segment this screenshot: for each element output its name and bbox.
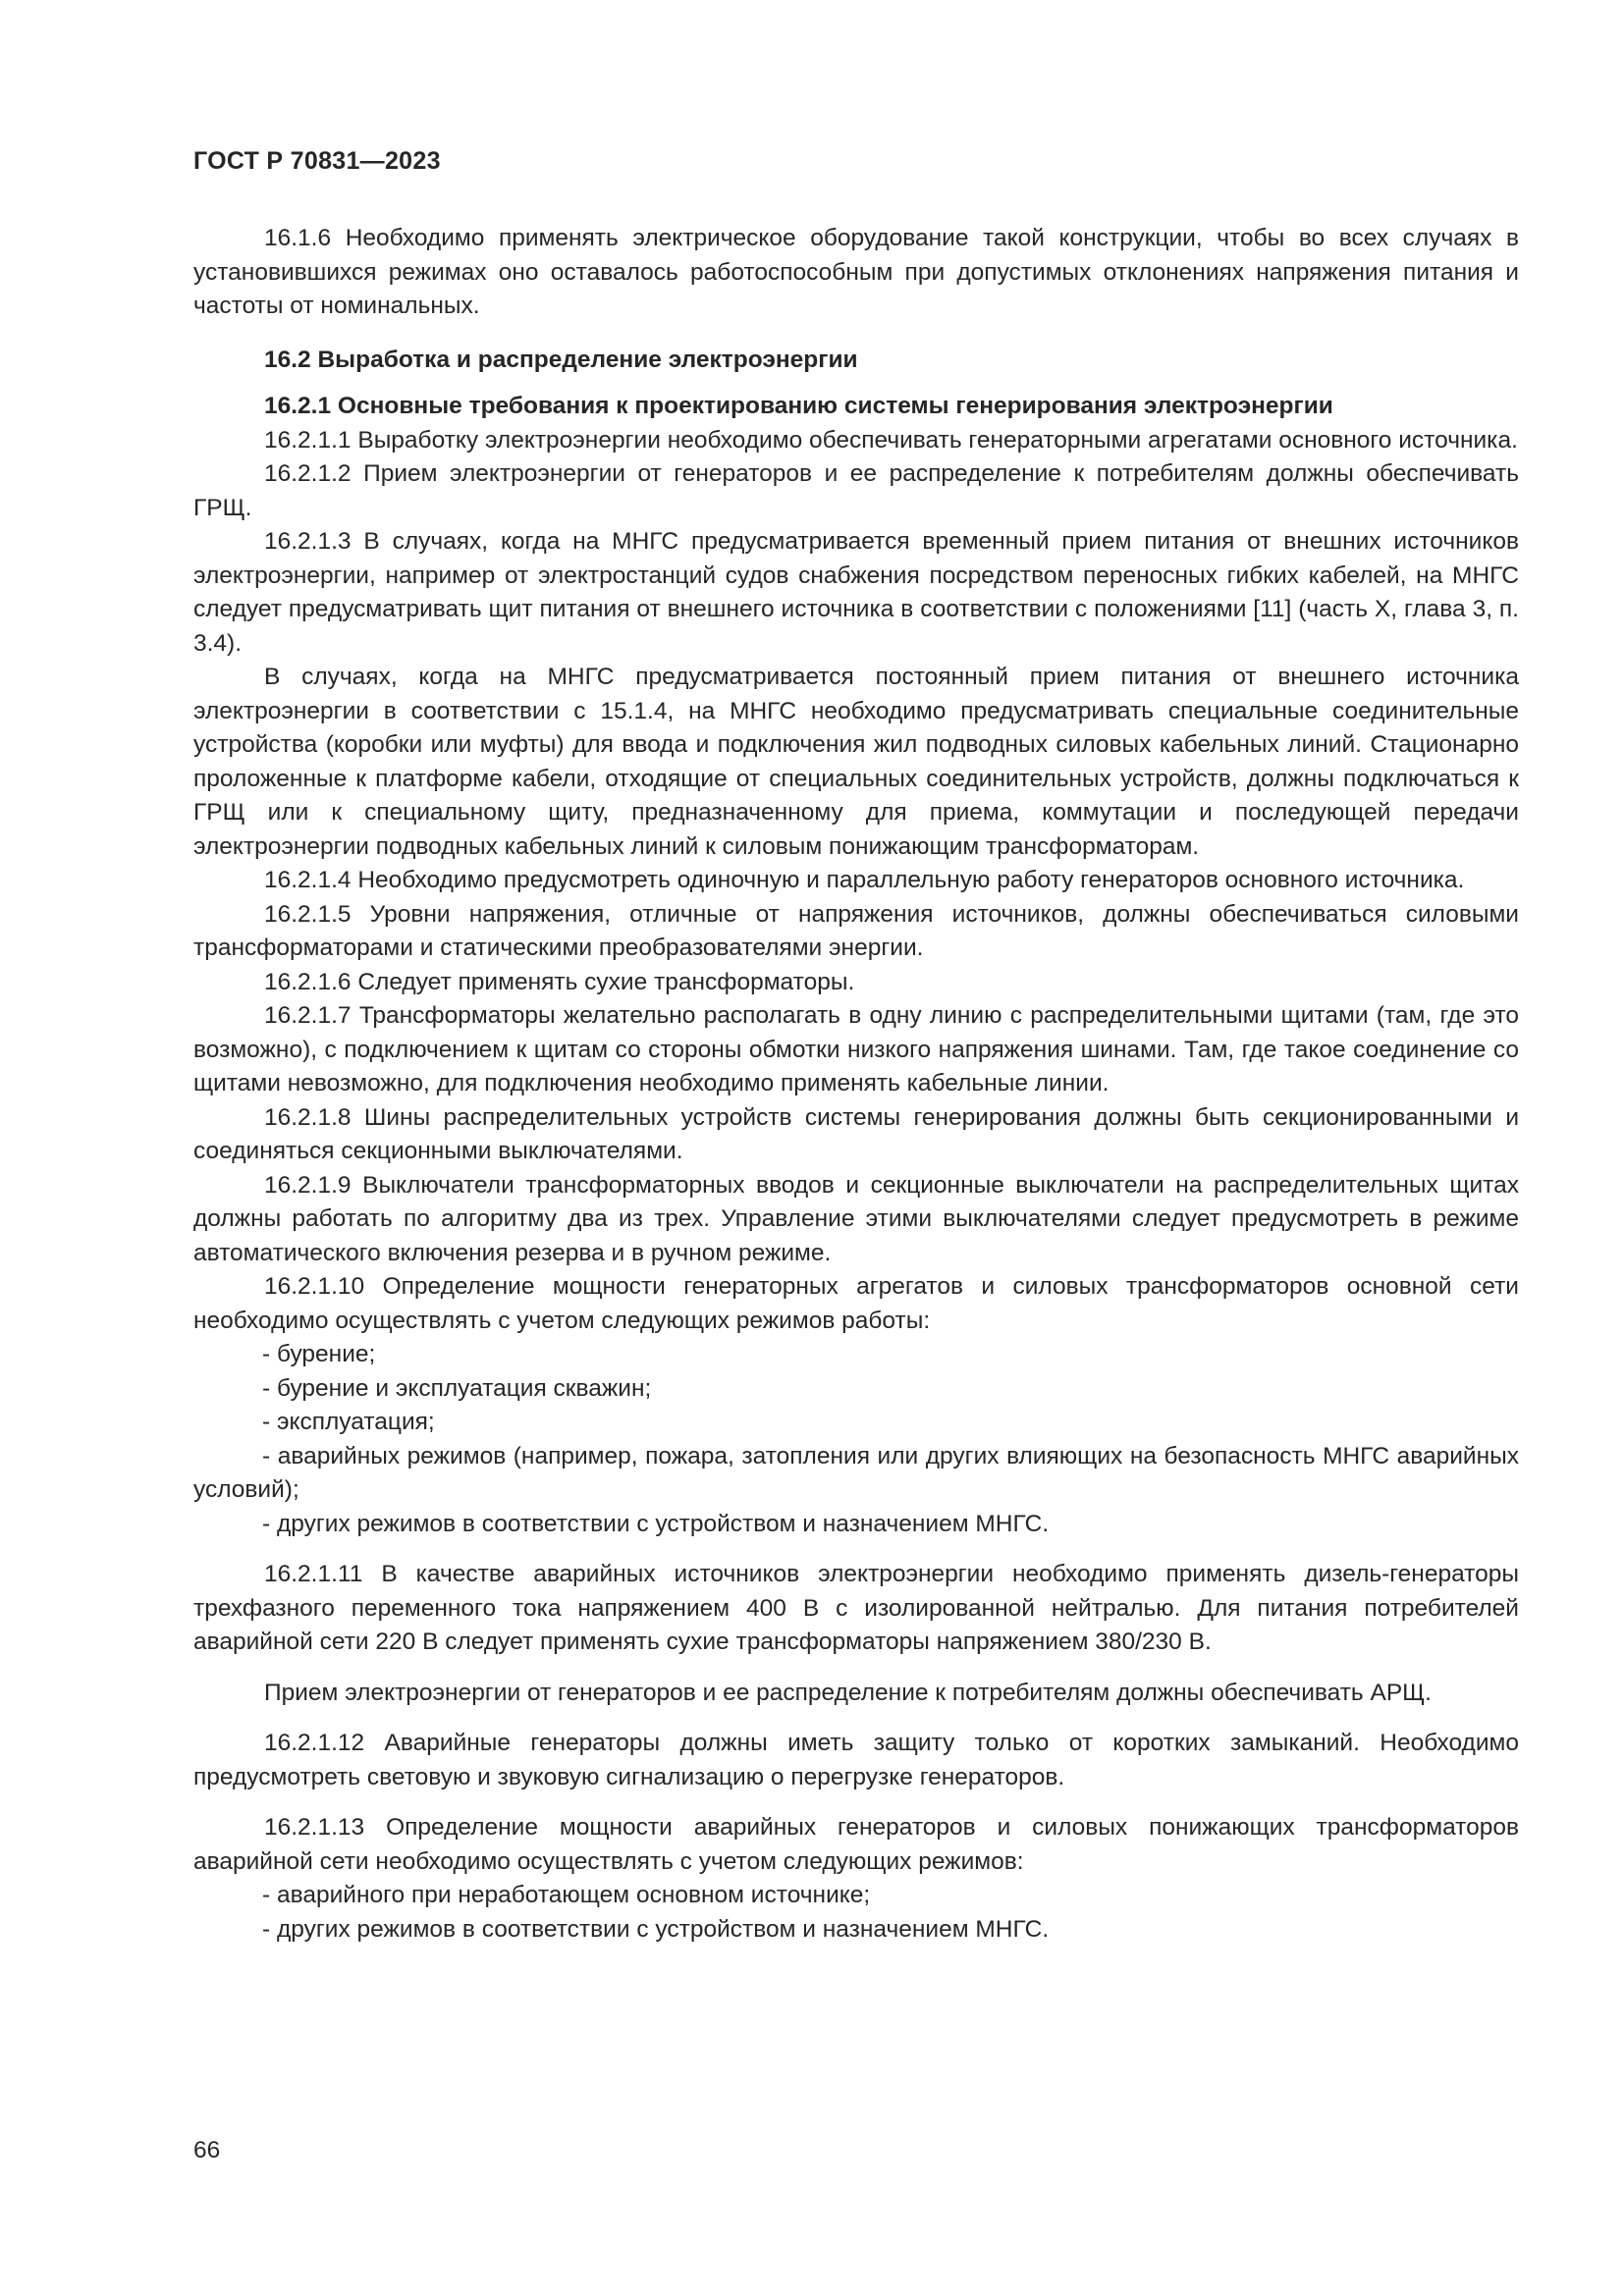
paragraph: 16.2.1.4 Необходимо предусмотреть одиночную и параллельную работу генераторов основного источника.: [264, 867, 1465, 893]
subsection-heading: 16.2.1 Основные требования к проектированию системы генерирования электроэнергии: [264, 393, 1333, 419]
list-item: - аварийного при неработающем основном источнике;: [262, 1882, 871, 1908]
list-item: - бурение и эксплуатация скважин;: [262, 1374, 652, 1402]
document-body: [193, 222, 1519, 1947]
paragraph: 16.2.1.6 Следует применять сухие трансформаторы.: [264, 968, 855, 995]
list-item: - аварийных режимов (например, пожара, затопления или других влияющих на безопасность МНГС аварийных условий);: [193, 1442, 1519, 1503]
paragraph: В случаях, когда на МНГС предусматривается постоянный прием питания от внешнего источника электроэнергии в соответствии с 15.1.4, на МНГС необходимо предусматривать специальные соединительные устройства (коробки или муфты) для ввода и подключения жил подводных силовых кабельных линий. Стационарно проложенные к платформе кабели, отходящие от специальных соединительных устройств, должны подключаться к ГРЩ или к специальному щиту, предназначенному для приема, коммутации и последующей передачи электроэнергии подводных кабельных линий к силовым понижающим трансформаторам.: [193, 664, 1519, 860]
section-heading: 16.2 Выработка и распределение электроэнергии: [264, 346, 858, 373]
paragraph: 16.2.1.13 Определение мощности аварийных генераторов и силовых понижающих трансформаторов аварийной сети необходимо осуществлять с учетом следующих режимов:: [193, 1814, 1519, 1875]
paragraph: 16.2.1.11 В качестве аварийных источников электроэнергии необходимо применять дизель-генераторы трехфазного переменного тока напряжением 400 В с изолированной нейтралью. Для питания потребителей аварийной сети 220 В следует применять сухие трансформаторы напряжением 380/230 В.: [193, 1561, 1519, 1655]
paragraph: 16.2.1.10 Определение мощности генераторных агрегатов и силовых трансформаторов основной сети необходимо осуществлять с учетом следующих режимов работы:: [193, 1273, 1519, 1334]
paragraph: 16.2.1.7 Трансформаторы желательно располагать в одну линию с распределительными щитами (там, где это возможно), с подключением к щитам со стороны обмотки низкого напряжения шинами. Там, где такое соединение со щитами невозможно, для подключения необходимо применять кабельные линии.: [193, 1002, 1519, 1096]
paragraph: 16.2.1.3 В случаях, когда на МНГС предусматривается временный прием питания от внешних источников электроэнергии, например от электростанций судов снабжения посредством переносных гибких кабелей, на МНГС следует предусматривать щит питания от внешнего источника в соответствии с положениями [11] (часть X, глава 3, п. 3.4).: [193, 528, 1519, 657]
paragraph: 16.1.6 Необходимо применять электрическое оборудование такой конструкции, чтобы во всех случаях в установившихся режимах оно оставалось работоспособным при допустимых отклонениях напряжения питания и частоты от номинальных.: [193, 225, 1519, 319]
paragraph: 16.2.1.8 Шины распределительных устройств системы генерирования должны быть секционированными и соединяться секционными выключателями.: [193, 1103, 1519, 1164]
page-number: 66: [193, 2137, 221, 2163]
list-item: - других режимов в соответствии с устройством и назначением МНГС.: [262, 1915, 1050, 1943]
list-item: - других режимов в соответствии с устройством и назначением МНГС.: [262, 1510, 1050, 1537]
paragraph: 16.2.1.2 Прием электроэнергии от генераторов и ее распределение к потребителям должны обеспечивать ГРЩ.: [193, 460, 1519, 521]
page-header: ГОСТ Р 70831—2023: [193, 147, 441, 175]
paragraph: 16.2.1.1 Выработку электроэнергии необходимо обеспечивать генераторными агрегатами основного источника.: [264, 426, 1518, 454]
paragraph: 16.2.1.12 Аварийные генераторы должны иметь защиту только от коротких замыканий. Необходимо предусмотреть световую и звуковую сигнализацию о перегрузке генераторов.: [193, 1730, 1519, 1790]
list-item: - эксплуатация;: [262, 1409, 435, 1435]
paragraph: Прием электроэнергии от генераторов и ее распределение к потребителям должны обеспечивать АРЩ.: [264, 1679, 1432, 1706]
paragraph: 16.2.1.5 Уровни напряжения, отличные от напряжения источников, должны обеспечиваться силовыми трансформаторами и статическими преобразователями энергии.: [193, 900, 1519, 961]
paragraph: 16.2.1.9 Выключатели трансформаторных вводов и секционные выключатели на распределительных щитах должны работать по алгоритму два из трех. Управление этими выключателями следует предусмотреть в режиме автоматического включения резерва и в ручном режиме.: [193, 1171, 1519, 1266]
list-item: - бурение;: [262, 1341, 376, 1367]
